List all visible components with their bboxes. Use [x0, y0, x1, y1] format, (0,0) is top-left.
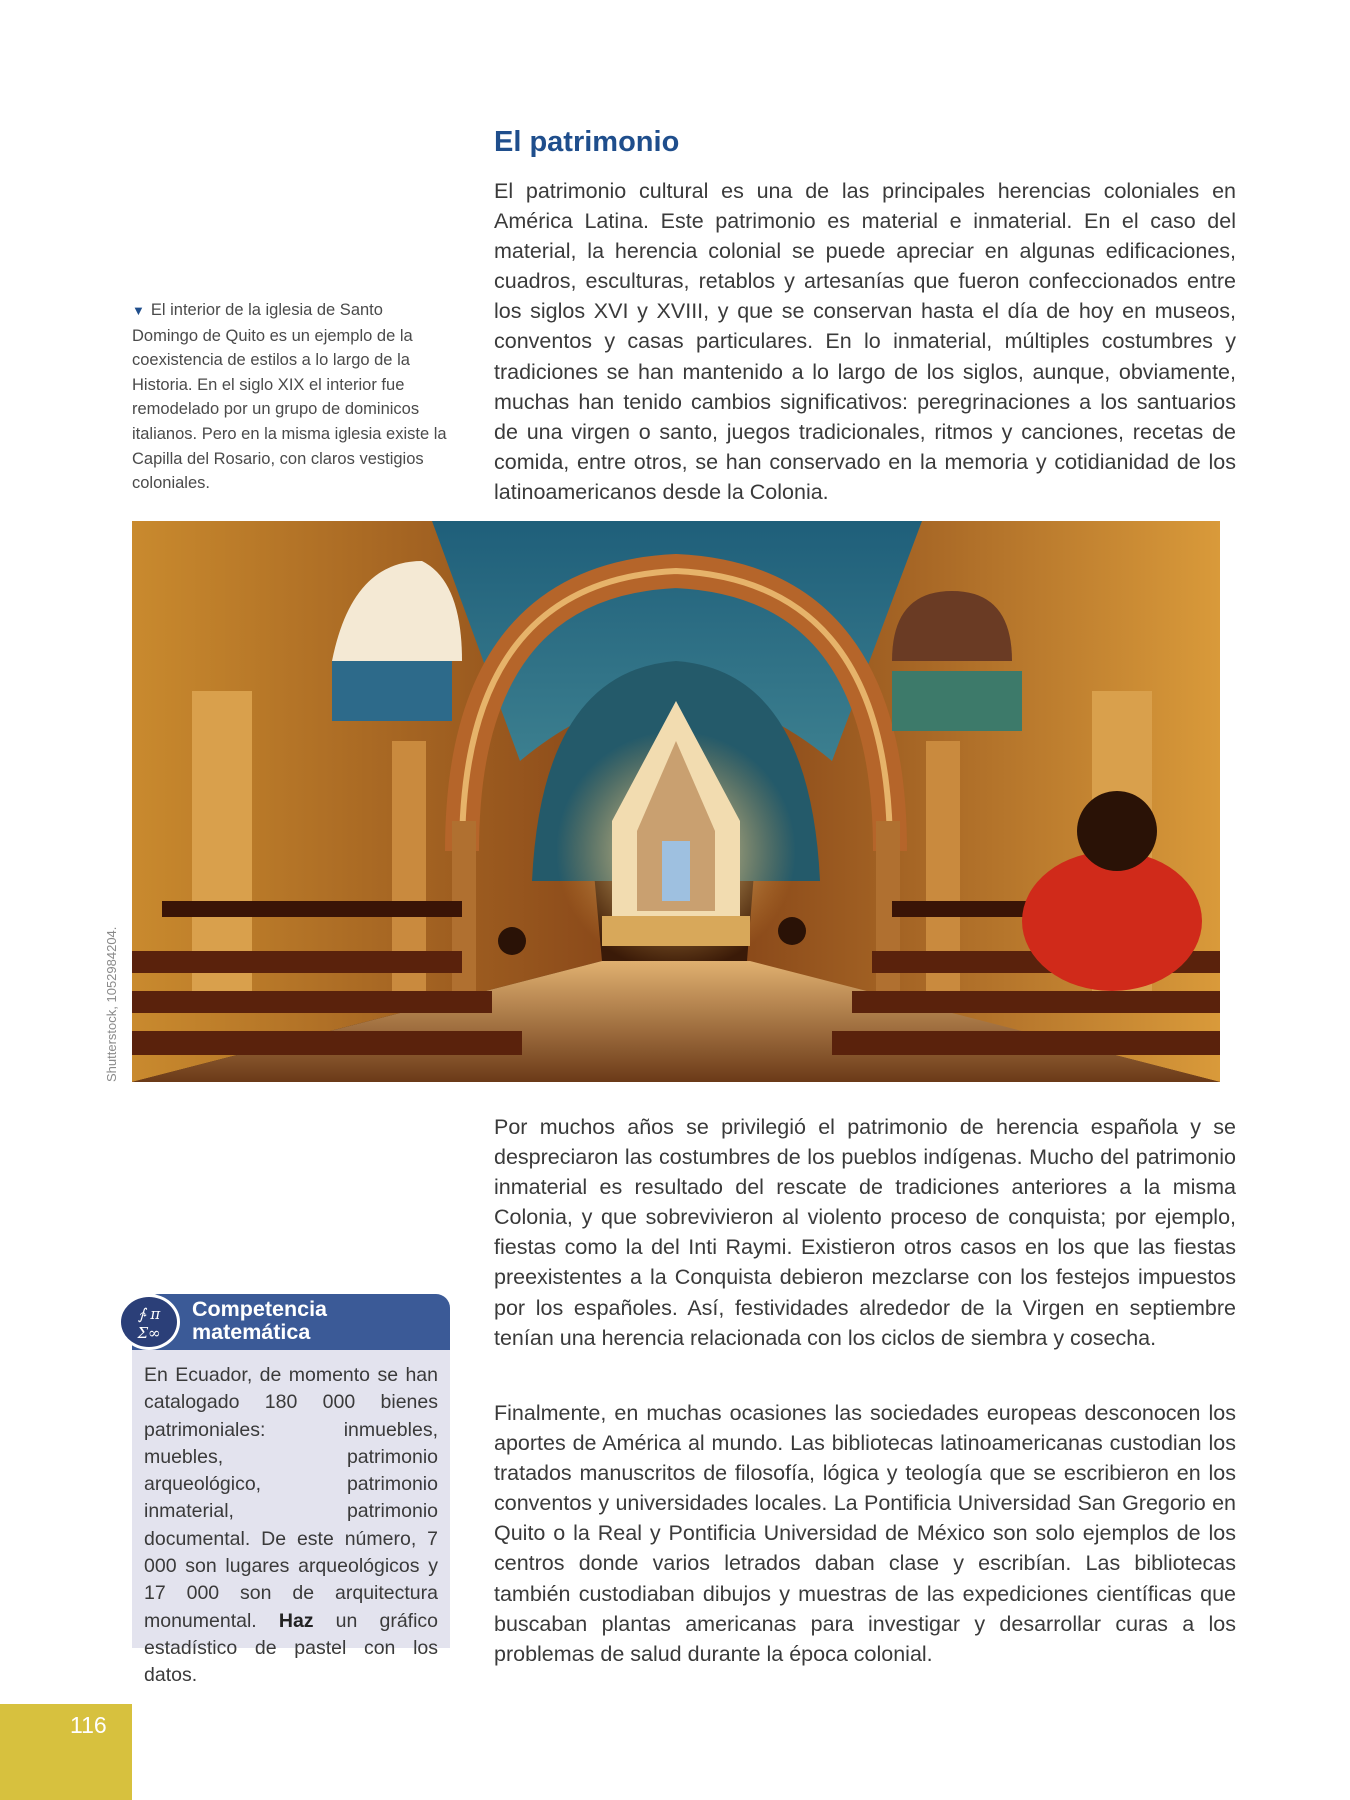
section-title: El patrimonio [494, 126, 680, 158]
competencia-title: Competencia matemática [192, 1297, 328, 1344]
photo-credit: Shutterstock, 1052984204. [104, 926, 119, 1082]
photo-caption [132, 298, 447, 496]
body-paragraph-1: El patrimonio cultural es una de las principales herencias coloniales en América Latina. Este patrimonio es material e inmaterial. En el caso del material, la herencia colonial se puede apreciar en algunas edificaciones, cuadros, esculturas, retablos y artesanías que fueron confeccionados entre los siglos XVI y XVIII, y que se conservan hasta el día de hoy en museos, conventos y casas particulares. En lo inmaterial, múltiples costumbres y tradiciones se han mantenido a lo largo de los siglos, aunque, obviamente, muchas han tenido cambios significativos: peregrinaciones a los santuarios de una virgen o santo, juegos tradicionales, ritmos y canciones, recetas de comida, entre otros, se han conservado en la memoria y cotidianidad de los latinoamericanos desde la Colonia. [494, 179, 1236, 504]
competencia-body [132, 1350, 450, 1687]
body-paragraph-2: Por muchos años se privilegió el patrimonio de herencia española y se despreciaron las costumbres de los pueblos indígenas. Mucho del patrimonio inmaterial es resultado del rescate de tradiciones anteriores a la misma Colonia, y que sobrevivieron al violento proceso de conquista; por ejemplo, fiestas como la del Inti Raymi. Existieron otros casos en los que las fiestas preexistentes a la Conquista debieron mezclarse con los festejos impuestos por los españoles. Así, festividades alrededor de la Virgen en septiembre tenían una herencia relacionada con los ciclos de siembra y cosecha. [494, 1115, 1236, 1350]
competencia-text: En Ecuador, de momento se han catalogado 180 000 bienes patrimoniales: inmuebles, muebles, patrimonio arqueológico, patrimonio inmaterial, patrimonio documental. De este número, 7 000 son lugares arqueológicos y 17 000 son de arquitectura monumental. Haz un gráfico estadístico de pastel con los datos. [144, 1364, 439, 1687]
caption-text: El interior de la iglesia de Santo Domingo de Quito es un ejemplo de la coexistencia de estilos a lo largo de la Historia. En el siglo XIX el interior fue remodelado por un grupo de dominicos italianos. Pero en la misma iglesia existe la Capilla del Rosario, con claros vestigios coloniales. [132, 301, 447, 493]
competencia-instruction: Haz [278, 1609, 314, 1632]
church-interior-photo [132, 521, 1220, 1082]
page-number: 116 [70, 1712, 107, 1738]
page-number-tab [0, 1704, 132, 1800]
caption-triangle-icon: ▼ [132, 303, 145, 318]
competencia-matematica-box [132, 1294, 450, 1687]
body-paragraph-3: Finalmente, en muchas ocasiones las sociedades europeas desconocen los aportes de América al mundo. Las bibliotecas latinoamericanas custodian los tratados manuscritos de filosofía, lógica y teología que se escribieron en los conventos y universidades locales. La Pontificia Universidad San Gregorio en Quito o la Real y Pontificia Universidad de México son solo ejemplos de los centros donde varios letrados daban clase y escribían. Las bibliotecas también custodiaban dibujos y muestras de las expediciones científicas que buscaban plantas americanas para investigar y desarrollar curas a los problemas de salud durante la época colonial. [494, 1401, 1236, 1666]
math-symbols-icon: ∱ π Σ∞ [118, 1294, 180, 1350]
